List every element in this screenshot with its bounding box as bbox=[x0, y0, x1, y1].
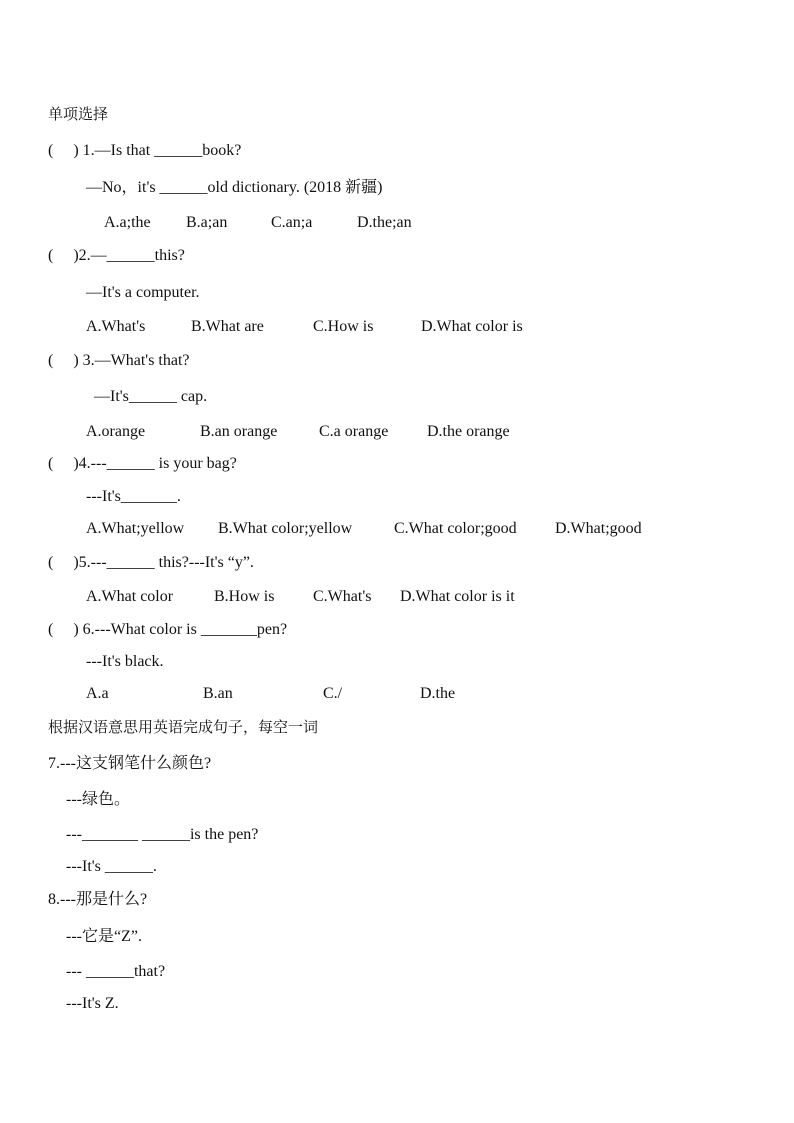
q5-option-b: B.How is bbox=[214, 588, 275, 605]
q5-option-d: D.What color is it bbox=[400, 588, 515, 605]
q8-prompt: 8.---那是什么? bbox=[48, 891, 148, 908]
q3-stem: ( ) 3.—What's that? bbox=[48, 352, 190, 369]
q3-option-a: A.orange bbox=[86, 423, 146, 440]
q6-option-d: D.the bbox=[420, 685, 456, 702]
q7-fill-answer: ---It's ______. bbox=[66, 858, 157, 875]
q3-option-c: C.a orange bbox=[319, 423, 389, 440]
q5-option-c: C.What's bbox=[313, 588, 372, 605]
q6-option-a: A.a bbox=[86, 685, 109, 702]
q4-option-b: B.What color;yellow bbox=[218, 520, 353, 537]
q4-stem: ( )4.---______ is your bag? bbox=[48, 455, 237, 472]
q2-stem: ( )2.—______this? bbox=[48, 247, 185, 264]
q1-response: —No，it's ______old dictionary. (2018 新疆) bbox=[86, 179, 383, 196]
q4-option-a: A.What;yellow bbox=[86, 520, 185, 537]
section-title-multiple-choice: 单项选择 bbox=[48, 105, 109, 123]
q1-option-c: C.an;a bbox=[271, 214, 313, 231]
q1-option-d: D.the;an bbox=[357, 214, 412, 231]
q4-option-c: C.What color;good bbox=[394, 520, 517, 537]
q8-fill-answer: ---It's Z. bbox=[66, 995, 119, 1012]
q2-option-b: B.What are bbox=[191, 318, 264, 335]
q3-option-d: D.the orange bbox=[427, 423, 510, 440]
q4-response: ---It's_______. bbox=[86, 488, 181, 505]
q6-response: ---It's black. bbox=[86, 653, 164, 670]
q2-option-c: C.How is bbox=[313, 318, 374, 335]
q1-option-a: A.a;the bbox=[104, 214, 151, 231]
q2-option-a: A.What's bbox=[86, 318, 146, 335]
q4-option-d: D.What;good bbox=[555, 520, 642, 537]
q5-option-a: A.What color bbox=[86, 588, 174, 605]
q8-answer-cn: ---它是“Z”. bbox=[66, 928, 142, 945]
q3-response: —It's______ cap. bbox=[94, 388, 208, 405]
q7-answer-cn: ---绿色。 bbox=[66, 791, 130, 808]
q5-stem: ( )5.---______ this?---It's “y”. bbox=[48, 554, 254, 571]
q2-option-d: D.What color is bbox=[421, 318, 523, 335]
q7-fill-question: ---_______ ______is the pen? bbox=[66, 826, 259, 843]
q7-prompt: 7.---这支钢笔什么颜色? bbox=[48, 755, 212, 772]
q2-response: —It's a computer. bbox=[86, 284, 200, 301]
q3-option-b: B.an orange bbox=[200, 423, 278, 440]
q6-option-c: C./ bbox=[323, 685, 343, 702]
q1-stem: ( ) 1.—Is that ______book? bbox=[48, 142, 242, 159]
q6-stem: ( ) 6.---What color is _______pen? bbox=[48, 621, 288, 638]
q1-option-b: B.a;an bbox=[186, 214, 228, 231]
q6-option-b: B.an bbox=[203, 685, 233, 702]
q8-fill-question: --- ______that? bbox=[66, 963, 166, 980]
section-title-translation: 根据汉语意思用英语完成句子，每空一词 bbox=[48, 718, 319, 736]
